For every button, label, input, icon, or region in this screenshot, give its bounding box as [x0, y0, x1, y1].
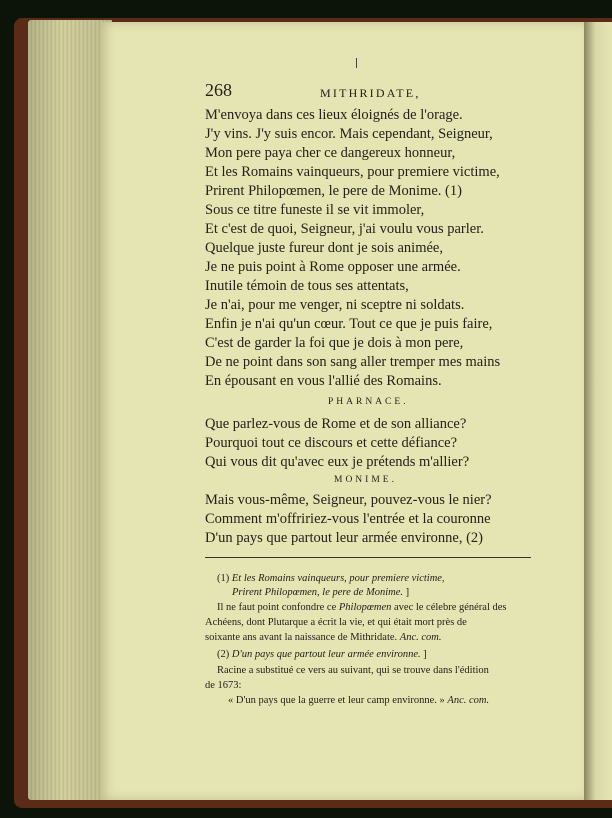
verse-line: Prirent Philopœmen, le pere de Monime. (1) — [205, 183, 462, 199]
footnote-text: soixante ans avant la naissance de Mithridate. — [205, 632, 400, 643]
footnote-2-quote — [217, 648, 427, 662]
footnote-bracket: ] — [405, 587, 410, 598]
verse-line: Enfin je n'ai qu'un cœur. Tout ce que je puis faire, — [205, 316, 493, 332]
footnote-2-variant — [228, 694, 489, 708]
verse-line: Je ne puis point à Rome opposer une armée. — [205, 259, 461, 275]
footnote-text: avec le célebre général des — [391, 602, 507, 613]
verse-line: Pourquoi tout ce discours et cette défiance? — [205, 435, 458, 451]
verse-line: De ne point dans son sang aller tremper mes mains — [205, 354, 501, 370]
running-title: MITHRIDATE, — [320, 86, 421, 100]
footnote-quote: Et les Romains vainqueurs, pour premiere victime, — [231, 573, 445, 584]
footnote-1-text-line-2: Achéens, dont Plutarque a écrit la vie, et qui était mort près de — [205, 617, 467, 628]
footnote-1-quote-line-2 — [232, 586, 409, 600]
footnote-bracket: ] — [423, 649, 427, 660]
footnote-rule — [205, 557, 531, 558]
footnote-source: Anc. com. — [447, 695, 490, 706]
verse-line: Comment m'offririez-vous l'entrée et la couronne — [205, 511, 491, 527]
speaker-monime: MONIME. — [334, 475, 397, 485]
footnote-marker: (2) — [217, 649, 230, 660]
footnote-variant-verse: « D'un pays que la guerre et leur camp environne. » — [228, 695, 445, 706]
page-number: 268 — [205, 80, 232, 100]
footnote-marker: (1) — [217, 573, 230, 584]
verse-line: Je n'ai, pour me venger, ni sceptre ni soldats. — [205, 297, 465, 313]
footnote-1-quote-line-1 — [217, 572, 445, 586]
verse-line: En épousant en vous l'allié des Romains. — [205, 373, 442, 389]
footnote-2-text-line-1: Racine a substitué ce vers au suivant, qui se trouve dans l'édition — [217, 665, 489, 676]
verse-line: Et les Romains vainqueurs, pour premiere victime, — [205, 164, 500, 180]
footnote-source: Anc. com. — [399, 632, 442, 643]
footnote-text: Philopœmen — [338, 602, 392, 613]
verse-line: Mais vous-même, Seigneur, pouvez-vous le nier? — [205, 492, 492, 508]
verse-line: D'un pays que partout leur armée environne, (2) — [205, 530, 484, 546]
verse-line: J'y vins. J'y suis encor. Mais cependant, Seigneur, — [205, 126, 493, 142]
footnote-1-text-line-3 — [205, 631, 441, 645]
print-mark — [356, 58, 357, 68]
verse-line: Qui vous dit qu'avec eux je prétends m'allier? — [205, 454, 470, 470]
footnote-text: Il ne faut point confondre ce — [217, 602, 339, 613]
verse-line: Et c'est de quoi, Seigneur, j'ai voulu vous parler. — [205, 221, 484, 237]
verse-line: Sous ce titre funeste il se vit immoler, — [205, 202, 425, 218]
verse-line: Quelque juste fureur dont je sois animée, — [205, 240, 443, 256]
footnote-quote: D'un pays que partout leur armée environne. — [231, 649, 421, 660]
speaker-pharnace: PHARNACE. — [328, 397, 409, 407]
verse-line: Mon pere paya cher ce dangereux honneur, — [205, 145, 456, 161]
footnote-quote: Prirent Philopœmen, le pere de Monime. — [232, 587, 403, 598]
verse-line: Que parlez-vous de Rome et de son alliance? — [205, 416, 467, 432]
footnote-2-text-line-2: de 1673: — [205, 680, 242, 691]
verse-line: C'est de garder la foi que je dois à mon pere, — [205, 335, 464, 351]
verse-line: M'envoya dans ces lieux éloignés de l'orage. — [205, 107, 463, 123]
verse-line: Inutile témoin de tous ses attentats, — [205, 278, 409, 294]
facing-page-edge — [584, 22, 612, 800]
footnote-1-text-line-1 — [217, 601, 507, 615]
